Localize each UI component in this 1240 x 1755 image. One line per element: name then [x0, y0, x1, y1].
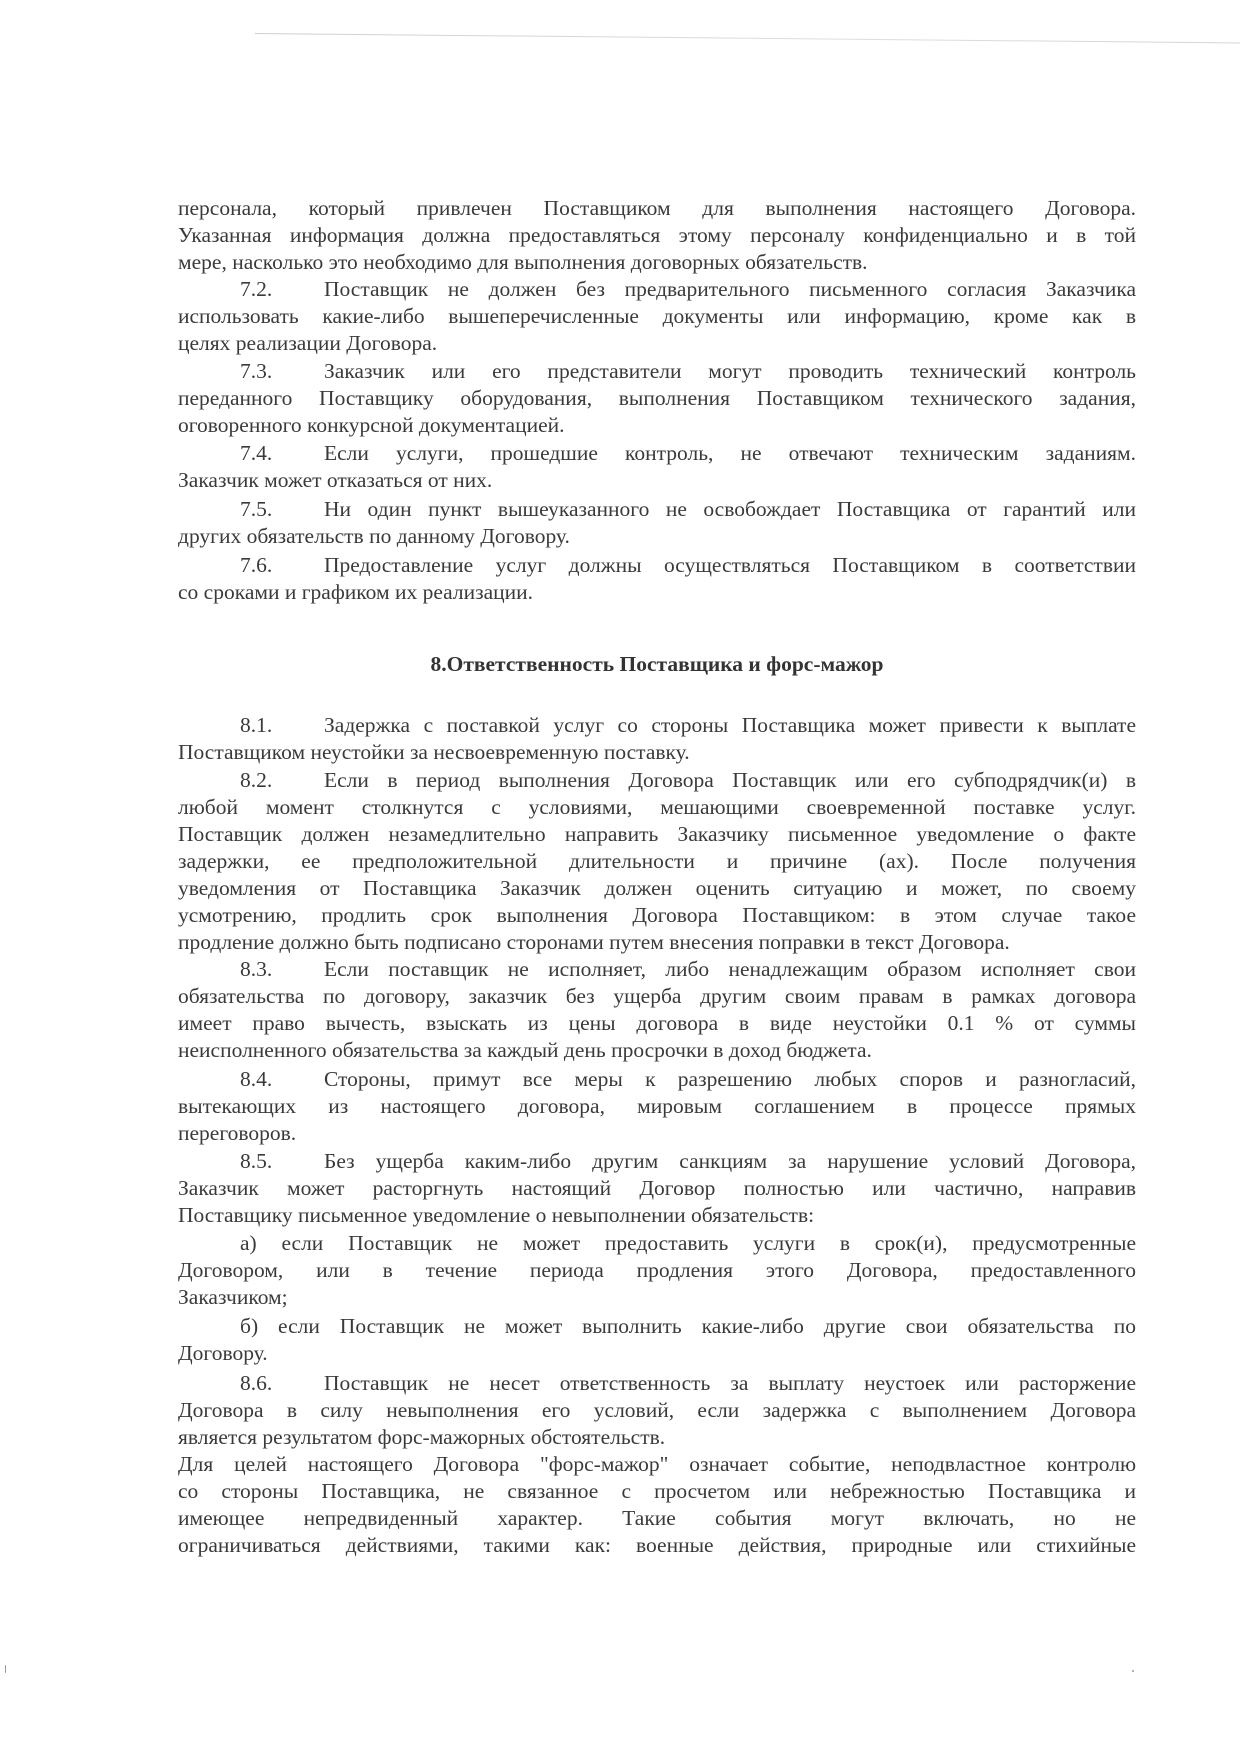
- clause-number: 8.4.: [240, 1067, 273, 1091]
- text-line: целях реализации Договора.: [178, 331, 438, 355]
- text-line: ограничиваться действиями, такими как: военные действия, природные или стихийные: [178, 1533, 1136, 1557]
- clause-text: Поставщик не должен без предварительного письменного согласия Заказчика: [324, 277, 1136, 301]
- text-line: переданного Поставщику оборудования, выполнения Поставщиком технического задания,: [178, 386, 1136, 410]
- clause-number: 8.2.: [240, 768, 273, 792]
- clause-text: Без ущерба каким-либо другим санкциям за нарушение условий Договора,: [324, 1149, 1136, 1173]
- clause-number: 8.1.: [240, 713, 273, 737]
- text-line: любой момент столкнутся с условиями, мешающими своевременной поставке услуг.: [178, 795, 1136, 819]
- clause-8-2: [178, 767, 1136, 794]
- text-line: мере, насколько это необходимо для выполнения договорных обязательств.: [178, 250, 868, 274]
- text-line: Поставщику письменное уведомление о невыполнении обязательств:: [178, 1203, 815, 1227]
- clause-number: 7.4.: [240, 441, 273, 465]
- text-line: использовать какие-либо вышеперечисленные документы или информацию, кроме как в: [178, 304, 1136, 328]
- clause-8-1: [178, 712, 1136, 739]
- clause-7-2: [178, 276, 1136, 303]
- text-line: задержки, ее предположительной длительности и причине (ах). После получения: [178, 849, 1136, 873]
- text-line: Договора в силу невыполнения его условий, если задержка с выполнением Договора: [178, 1398, 1136, 1422]
- text-line: других обязательств по данному Договору.: [178, 524, 570, 548]
- text-line: Заказчик может отказаться от них.: [178, 468, 493, 492]
- subitem-a: а) если Поставщик не может предоставить услуги в срок(и), предусмотренные: [240, 1231, 1136, 1255]
- text-line: Заказчик может расторгнуть настоящий Договор полностью или частично, направив: [178, 1176, 1136, 1200]
- clause-7-5: [178, 496, 1136, 523]
- text-line: Договором, или в течение периода продления этого Договора, предоставленного: [178, 1258, 1136, 1282]
- clause-number: 8.5.: [240, 1149, 273, 1173]
- text-line: Поставщиком неустойки за несвоевременную поставку.: [178, 740, 690, 764]
- subitem-b: б) если Поставщик не может выполнить какие-либо другие свои обязательства по: [240, 1314, 1136, 1338]
- text-line: уведомления от Поставщика Заказчик должен оценить ситуацию и может, по своему: [178, 876, 1136, 900]
- text-line: Заказчиком;: [178, 1285, 288, 1309]
- text-line: Для целей настоящего Договора "форс-мажор" означает событие, неподвластное контролю: [178, 1452, 1136, 1476]
- clause-number: 8.6.: [240, 1371, 273, 1395]
- clause-text: Стороны, примут все меры к разрешению любых споров и разногласий,: [324, 1067, 1136, 1091]
- text-line: вытекающих из настоящего договора, мировым соглашением в процессе прямых: [178, 1094, 1136, 1118]
- clause-text: Задержка с поставкой услуг со стороны Поставщика может привести к выплате: [324, 713, 1136, 737]
- text-line: усмотрению, продлить срок выполнения Договора Поставщиком: в этом случае такое: [178, 903, 1136, 927]
- text-line: персонала, который привлечен Поставщиком для выполнения настоящего Договора.: [178, 196, 1136, 220]
- clause-8-3: [178, 956, 1136, 983]
- text-line: обязательства по договору, заказчик без ущерба другим своим правам в рамках договора: [178, 984, 1136, 1008]
- clause-number: 7.2.: [240, 277, 273, 301]
- text-line: Договору.: [178, 1341, 268, 1365]
- text-line: со сроками и графиком их реализации.: [178, 580, 534, 604]
- text-line: имеет право вычесть, взыскать из цены договора в виде неустойки 0.1 % от суммы: [178, 1011, 1136, 1035]
- clause-number: 7.6.: [240, 553, 273, 577]
- clause-text: Заказчик или его представители могут проводить технический контроль: [324, 359, 1136, 383]
- scan-speck: [1132, 1670, 1134, 1672]
- scan-speck: [5, 1665, 6, 1673]
- clause-8-4: [178, 1066, 1136, 1093]
- clause-text: Предоставление услуг должны осуществляться Поставщиком в соответствии: [324, 553, 1136, 577]
- clause-number: 7.3.: [240, 359, 273, 383]
- text-line: продление должно быть подписано сторонами путем внесения поправки в текст Договора.: [178, 930, 1010, 954]
- clause-text: Ни один пункт вышеуказанного не освобождает Поставщика от гарантий или: [324, 497, 1136, 521]
- clause-7-4: [178, 440, 1136, 467]
- clause-text: Поставщик не несет ответственность за выплату неустоек или расторжение: [324, 1371, 1136, 1395]
- clause-text: Если услуги, прошедшие контроль, не отвечают техническим заданиям.: [324, 441, 1136, 465]
- clause-number: 8.3.: [240, 957, 273, 981]
- text-line: имеющее непредвиденный характер. Такие события могут включать, но не: [178, 1506, 1136, 1530]
- text-line: является результатом форс-мажорных обстоятельств.: [178, 1425, 666, 1449]
- clause-text: Если поставщик не исполняет, либо ненадлежащим образом исполняет свои: [324, 957, 1136, 981]
- clause-8-6: [178, 1370, 1136, 1397]
- text-line: Поставщик должен незамедлительно направить Заказчику письменное уведомление о факте: [178, 822, 1136, 846]
- scan-edge-line: [255, 33, 1240, 43]
- text-line: неисполненного обязательства за каждый день просрочки в доход бюджета.: [178, 1038, 872, 1062]
- clause-8-5: [178, 1148, 1136, 1175]
- text-line: оговоренного конкурсной документацией.: [178, 413, 565, 437]
- text-line: переговоров.: [178, 1121, 297, 1145]
- clause-number: 7.5.: [240, 497, 273, 521]
- clause-7-6: [178, 552, 1136, 579]
- clause-7-3: [178, 358, 1136, 385]
- clause-text: Если в период выполнения Договора Поставщик или его субподрядчик(и) в: [324, 768, 1136, 792]
- text-line: Указанная информация должна предоставляться этому персоналу конфиденциально и в той: [178, 223, 1136, 247]
- section-heading: 8.Ответственность Поставщика и форс-мажор: [430, 652, 884, 676]
- text-line: со стороны Поставщика, не связанное с просчетом или небрежностью Поставщика и: [178, 1479, 1136, 1503]
